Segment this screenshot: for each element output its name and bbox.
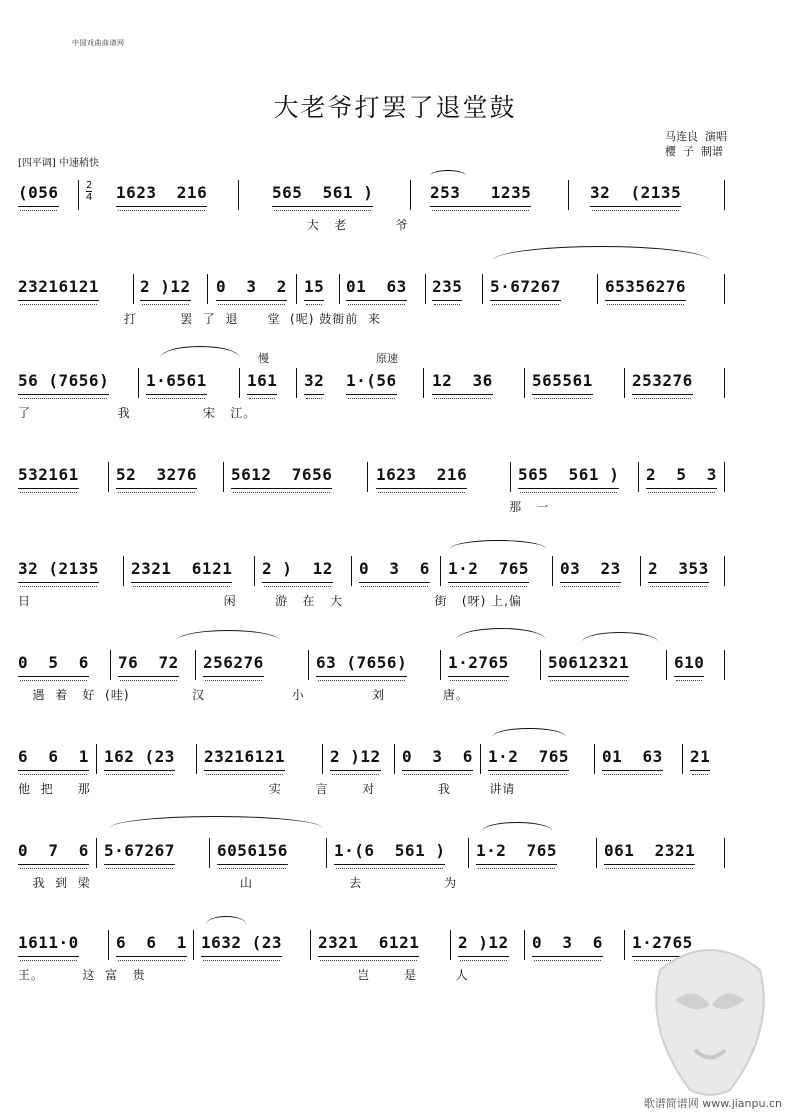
- measure-group: 2 5 3: [646, 465, 717, 484]
- barline: [597, 274, 598, 304]
- measure-group: 2321 6121: [318, 933, 420, 952]
- slur: [160, 346, 240, 370]
- measure-group: 1·2 765: [448, 559, 530, 578]
- measure-group: 5·67267: [490, 277, 561, 296]
- barline: [510, 462, 511, 492]
- barline: [440, 650, 441, 680]
- measure-group: 0 3 6: [532, 933, 603, 952]
- lyrics-line: 日 闲 游 在 大 街 (呀) 上,偏: [18, 594, 522, 608]
- measure-group: 2 ) 12: [262, 559, 333, 578]
- barline: [640, 556, 641, 586]
- barline: [296, 274, 297, 304]
- barline: [322, 744, 323, 774]
- score-row-8: [0, 838, 790, 930]
- measure-group: 2 )12: [330, 747, 381, 766]
- credits: [665, 129, 727, 159]
- measure-group: 32 (2135: [18, 559, 100, 578]
- measure-group: 2 )12: [458, 933, 509, 952]
- barline: [724, 180, 725, 210]
- measure-group: 1·6561: [146, 371, 207, 390]
- tempo-marking-original: 原速: [376, 352, 398, 365]
- barline: [254, 556, 255, 586]
- barline: [540, 650, 541, 680]
- barline: [482, 274, 483, 304]
- measure-group: 162 (23: [104, 747, 175, 766]
- barline: [108, 930, 109, 960]
- measure-group: 1·(6 561 ): [334, 841, 446, 860]
- lyrics-line: 大 老 爷: [18, 218, 409, 232]
- measure-group: 56 (7656): [18, 371, 110, 390]
- performer-credit: 马连良 演唱: [665, 130, 727, 143]
- barline: [596, 838, 597, 868]
- measure-group: 1611·0: [18, 933, 79, 952]
- lyrics-line: 遇 着 好 (哇) 汉 小 刘 唐。: [18, 688, 469, 702]
- measure-group: 15: [304, 277, 325, 296]
- barline: [96, 838, 97, 868]
- score-row-4: [0, 462, 790, 554]
- barline: [468, 838, 469, 868]
- measure-group: 32: [304, 371, 325, 390]
- barline: [480, 744, 481, 774]
- barline: [724, 650, 725, 680]
- measure-group: 65356276: [605, 277, 687, 296]
- measure-group: 1623 216: [376, 465, 468, 484]
- lyrics-line: 他 把 那 实 言 对 我 讲请: [18, 782, 516, 796]
- barline: [223, 462, 224, 492]
- measure-group: 01 63: [346, 277, 407, 296]
- site-watermark: 歌谱简谱网 www.jianpu.cn: [643, 1097, 782, 1110]
- measure-group: 6056156: [217, 841, 288, 860]
- measure-group: 0 3 6: [359, 559, 430, 578]
- mode-tempo-label: [四平调] 中速稍快: [18, 158, 99, 169]
- barline: [138, 368, 139, 398]
- measure-group: 1·2 765: [476, 841, 558, 860]
- measure-group: 061 2321: [604, 841, 696, 860]
- lyrics-line: 王。 这 富 贵 岂 是 人: [18, 968, 469, 982]
- barline: [682, 744, 683, 774]
- score-row-6: [0, 650, 790, 742]
- measure-group: 63 (7656): [316, 653, 408, 672]
- measure-group: 2 353: [648, 559, 709, 578]
- measure-group: 5·67267: [104, 841, 175, 860]
- barline: [239, 368, 240, 398]
- measure-group: 253 1235: [430, 183, 532, 202]
- barline: [450, 930, 451, 960]
- measure-group: 50612321: [548, 653, 630, 672]
- barline: [410, 180, 411, 210]
- barline: [195, 650, 196, 680]
- lyrics-line: 那 一: [18, 500, 550, 514]
- slur: [482, 822, 552, 840]
- measure-group: 253276: [632, 371, 693, 390]
- slur: [450, 540, 546, 558]
- barline: [423, 368, 424, 398]
- tempo-marking-slow: 慢: [258, 352, 269, 365]
- barline: [326, 838, 327, 868]
- score-row-3: [0, 352, 790, 460]
- slur: [456, 628, 546, 652]
- measure-group: 235: [432, 277, 463, 296]
- barline: [724, 838, 725, 868]
- measure-group: (056: [18, 183, 59, 202]
- barline: [724, 462, 725, 492]
- barline: [624, 368, 625, 398]
- barline: [666, 650, 667, 680]
- measure-group: 1·2765: [632, 933, 693, 952]
- measure-group: 565 561 ): [272, 183, 374, 202]
- barline: [238, 180, 239, 210]
- barline: [310, 930, 311, 960]
- slur: [176, 630, 280, 652]
- barline: [568, 180, 569, 210]
- measure-group: 01 63: [602, 747, 663, 766]
- score-row-5: [0, 556, 790, 648]
- measure-group: 1623 216: [116, 183, 208, 202]
- measure-group: 610: [674, 653, 705, 672]
- barline: [209, 838, 210, 868]
- measure-group: 76 72: [118, 653, 179, 672]
- measure-group: 0 7 6: [18, 841, 89, 860]
- barline: [110, 650, 111, 680]
- arranger-credit: 樱 子 制谱: [665, 145, 723, 158]
- measure-group: 6 6 1: [18, 747, 89, 766]
- barline: [108, 462, 109, 492]
- barline: [594, 744, 595, 774]
- barline: [196, 744, 197, 774]
- slur: [110, 816, 322, 840]
- slur: [582, 632, 658, 652]
- barline: [524, 368, 525, 398]
- time-signature: 2 4: [86, 180, 93, 203]
- measure-group: 256276: [203, 653, 264, 672]
- barline: [394, 744, 395, 774]
- measure-group: 2321 6121: [131, 559, 233, 578]
- lyrics-line: 我 到 梁 山 去 为: [18, 876, 458, 890]
- measure-group: 12 36: [432, 371, 493, 390]
- measure-group: 0 3 6: [402, 747, 473, 766]
- measure-group: 0 5 6: [18, 653, 89, 672]
- song-title: 大老爷打罢了退堂鼓: [273, 93, 517, 122]
- measure-group: 1·2 765: [488, 747, 570, 766]
- measure-group: 1632 (23: [201, 933, 283, 952]
- measure-group: 32 (2135: [590, 183, 682, 202]
- barline: [425, 274, 426, 304]
- barline: [724, 274, 725, 304]
- lyrics-line: 打 罢 了 退 堂 (呢) 鼓衙前 来: [18, 312, 381, 326]
- barline: [207, 274, 208, 304]
- barline: [133, 274, 134, 304]
- slur: [492, 728, 566, 746]
- barline: [296, 368, 297, 398]
- measure-group: 532161: [18, 465, 79, 484]
- barline: [308, 650, 309, 680]
- measure-group: 5612 7656: [231, 465, 333, 484]
- measure-group: 23216121: [18, 277, 100, 296]
- measure-group: 23216121: [204, 747, 286, 766]
- measure-group: 52 3276: [116, 465, 198, 484]
- measure-group: 565561: [532, 371, 593, 390]
- site-name: 中国戏曲曲谱网: [72, 39, 125, 47]
- barline: [638, 462, 639, 492]
- slur: [492, 246, 710, 276]
- barline: [351, 556, 352, 586]
- measure-group: 565 561 ): [518, 465, 620, 484]
- opera-mask-illustration: [640, 930, 780, 1100]
- barline: [193, 930, 194, 960]
- measure-group: 2 )12: [140, 277, 191, 296]
- barline: [123, 556, 124, 586]
- barline: [724, 368, 725, 398]
- barline: [524, 930, 525, 960]
- barline: [624, 930, 625, 960]
- barline: [552, 556, 553, 586]
- measure-group: 03 23: [560, 559, 621, 578]
- barline: [78, 180, 79, 210]
- barline: [440, 556, 441, 586]
- measure-group: 1·(56: [346, 371, 397, 390]
- barline: [96, 744, 97, 774]
- measure-group: 6 6 1: [116, 933, 187, 952]
- measure-group: 161: [247, 371, 278, 390]
- measure-group: 1·2765: [448, 653, 509, 672]
- barline: [339, 274, 340, 304]
- barline: [724, 556, 725, 586]
- slur: [206, 916, 246, 932]
- measure-group: 0 3 2: [216, 277, 287, 296]
- measure-group: 21: [690, 747, 711, 766]
- barline: [367, 462, 368, 492]
- slur: [430, 170, 466, 182]
- lyrics-line: 了 我 宋 江。: [18, 406, 257, 420]
